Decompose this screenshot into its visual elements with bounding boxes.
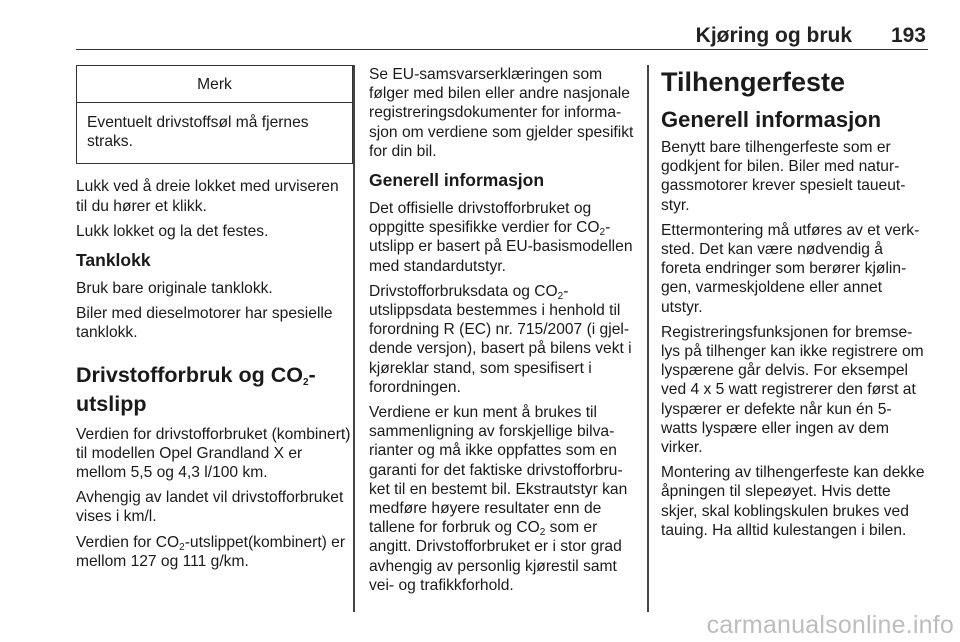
heading-fuel-consumption: Drivstofforbruk og $CO_2$-utslipp	[76, 362, 316, 416]
heading-tanklokk: Tanklokk	[76, 250, 151, 271]
paragraph-brake-light: Registreringsfunksjonen for bremselys på tilhenger kan ikke registrere om lyspærene går delvis. For eksempel ved 4 x 5 watt registrerer den først at lyspærer er defekte når kun én 5-watts lyspære eller ingen av dem virker.	[661, 323, 924, 457]
column-1	[76, 65, 353, 577]
page-number: 193	[890, 24, 926, 47]
paragraph-comparison: Verdiene er kun ment å brukes til sammenligning av forskjellige bilvarianter og må ikke oppfattes som en garanti for det faktiske drivstofforbruket til en bestemt bil. Ekstrautstyr kan medføre høyere resultater enn de tallene for forbruk og $CO_2$ som er angitt. Drivstofforbruket er i stor grad avhengig av personlig kjørestil samt vei- og trafikkforhold.	[369, 404, 628, 594]
paragraph-eu-declaration: Se EU-samsvarserklæringen som følger med bilen eller andre nasjonale registreringsdokumenter for informasjon om verdiene som gjelder spesifikt for din bil.	[369, 66, 634, 160]
column-divider-2	[647, 65, 649, 612]
paragraph-close-lid: Lukk lokket og la det festes.	[76, 222, 269, 240]
note-title: Merk	[77, 66, 352, 103]
paragraph-official-consumption: Det offisielle drivstofforbruket og oppgitte spesifikke verdier for $CO_2$-utslipp er basert på EU-basismodellen med standardutstyr.	[369, 200, 633, 275]
watermark: carmanualsonline.info	[706, 611, 954, 639]
paragraph-consumption-value: Verdien for drivstofforbruket (kombinert) til modellen Opel Grandland X er mellom 5,5 og 4,3 l/100 km.	[76, 425, 351, 482]
paragraph-co2-value: Verdien for $CO_2-utslippet(kombinert)$ er mellom 127 og 111 g/km.	[76, 533, 346, 570]
column-3	[661, 65, 926, 546]
heading-generell-informasjon-2: Generell informasjon	[661, 107, 882, 132]
heading-generell-informasjon: Generell informasjon	[369, 170, 545, 191]
paragraph-consumption-data: Drivstofforbruksdata og $CO_2$-utslippsdata bestemmes i henhold til forordning R (EC) nr. 715/2007 (i gjeldende versjon), basert på bilens vekt i kjøreklar stand, som spesifisert i forordningen.	[369, 282, 632, 396]
paragraph-close-cap: Lukk ved å dreie lokket med urviseren til du hører et klikk.	[76, 178, 339, 215]
note-text: Eventuelt drivstoffsøl må fjernes straks.	[87, 114, 309, 151]
column-2	[369, 65, 634, 601]
paragraph-towing-eye: Montering av tilhengerfeste kan dekke åpningen til slepeøyet. Hvis dette skjer, skal koblingskulen brukes ved tauing. Ha alltid kulestangen i bilen.	[661, 464, 925, 539]
column-divider-1	[353, 65, 355, 612]
paragraph-retrofit: Ettermontering må utføres av et verksted. Det kan være nødvendig å foreta endringer som berører kjølingen, varmeskjoldene eller annet utstyr.	[661, 221, 920, 316]
paragraph-original-caps: Bruk bare originale tanklokk.	[76, 280, 273, 298]
paragraph-diesel-caps: Biler med dieselmotorer har spesielle tanklokk.	[76, 305, 333, 342]
paragraph-approved-hitch: Benytt bare tilhengerfeste som er godkjent for bilen. Biler med naturgassmotorer krever spesielt taueutstyr.	[661, 139, 906, 214]
heading-tilhengerfeste: Tilhengerfeste	[661, 67, 846, 97]
note-box	[76, 65, 353, 164]
page-header	[76, 22, 928, 50]
paragraph-kml: Avhengig av landet vil drivstofforbruket vises i km/l.	[76, 489, 344, 526]
header-title: Kjøring og bruk	[695, 24, 852, 47]
